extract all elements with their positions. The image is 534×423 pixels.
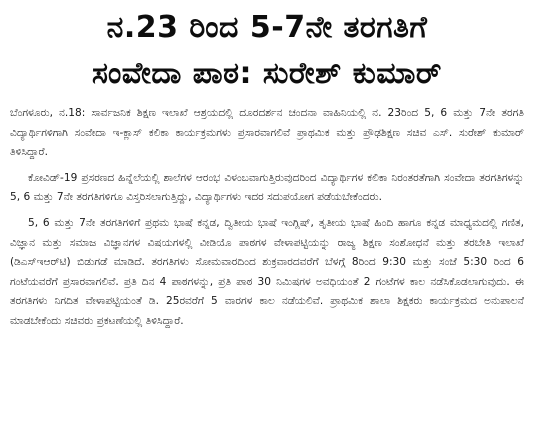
headline-line-1: ನ.23 ರಿಂದ 5-7ನೇ ತರಗತಿಗೆ: [106, 10, 428, 45]
article-paragraph-2: ಕೋವಿಡ್-19 ಪ್ರಸರಣದ ಹಿನ್ನೆಲೆಯಲ್ಲಿ ಶಾಲೆಗಳ ಆರಂಭ ವಿಳಂಬವಾಗುತ್ತಿರುವುದರಿಂದ ವಿದ್ಯಾರ್ಥಿಗಳ ಕಲಿಕಾ ನಿರಂತರತೆಗಾಗಿ ಸಂವೇದಾ ತರಗತಿಗಳನ್ನು 5, 6 ಮತ್ತು 7ನೇ ತರಗತಿಗಳಿಗೂ ವಿಸ್ತರಿಸಲಾಗುತ್ತಿದ್ದು, ವಿದ್ಯಾರ್ಥಿಗಳು ಇದರ ಸದುಪಯೋಗ ಪಡೆಯಬೇಕೆಂದರು.: [10, 171, 524, 204]
headline-line-2: ಸಂವೇದಾ ಪಾಠ: ಸುರೇಶ್ ಕುಮಾರ್: [92, 56, 442, 91]
article-body: [10, 104, 524, 332]
article-paragraph-1: ಬೆಂಗಳೂರು, ನ.18: ಸಾರ್ವಜನಿಕ ಶಿಕ್ಷಣ ಇಲಾಖೆ ಆಶ್ರಯದಲ್ಲಿ ದೂರದರ್ಶನ ಚಂದನಾ ವಾಹಿನಿಯಲ್ಲಿ ನ. 23ರಿಂದ 5, 6 ಮತ್ತು 7ನೇ ತರಗತಿ ವಿದ್ಯಾರ್ಥಿಗಳಿಗಾಗಿ ಸಂವೇದಾ ಇ-ಕ್ಲಾಸ್ ಕಲಿಕಾ ಕಾರ್ಯಕ್ರಮಗಳು ಪ್ರಸಾರವಾಗಲಿವೆ ಪ್ರಾಥಮಿಕ ಮತ್ತು ಪ್ರೌಢಶಿಕ್ಷಣ ಸಚಿವ ಎಸ್. ಸುರೇಶ್ ಕುಮಾರ್ ತಿಳಿಸಿದ್ದಾರೆ.: [10, 107, 524, 159]
article-paragraph-3: 5, 6 ಮತ್ತು 7ನೇ ತರಗತಿಗಳಿಗೆ ಪ್ರಥಮ ಭಾಷೆ ಕನ್ನಡ, ದ್ವಿತೀಯ ಭಾಷೆ ಇಂಗ್ಲಿಷ್, ತೃತೀಯ ಭಾಷೆ ಹಿಂದಿ ಹಾಗೂ ಕನ್ನಡ ಮಾಧ್ಯಮದಲ್ಲಿ ಗಣಿತ, ವಿಜ್ಞಾನ ಮತ್ತು ಸಮಾಜ ವಿಜ್ಞಾನಗಳ ವಿಷಯಗಳಲ್ಲಿ ವೀಡಿಯೊ ಪಾಠಗಳ ವೇಳಾಪಟ್ಟಿಯನ್ನು ರಾಜ್ಯ ಶಿಕ್ಷಣ ಸಂಶೋಧನೆ ಮತ್ತು ತರಬೇತಿ ಇಲಾಖೆ (ಡಿಎಸ್ಇಆರ್‌ಟಿ) ಬಿಡುಗಡೆ ಮಾಡಿದೆ. ತರಗತಿಗಳು ಸೋಮವಾರದಿಂದ ಶುಕ್ರವಾರದವರೆಗೆ ಬೆಳಗ್ಗೆ 8ರಿಂದ 9:30 ಮತ್ತು ಸಂಜೆ 5:30 ರಿಂದ 6 ಗಂಟೆಯವರೆಗೆ ಪ್ರಸಾರವಾಗಲಿವೆ. ಪ್ರತಿ ದಿನ 4 ಪಾಠಗಳನ್ನು, ಪ್ರತಿ ಪಾಠ 30 ನಿಮಿಷಗಳ ಅವಧಿಯಂತೆ 2 ಗಂಟೆಗಳ ಕಾಲ ನಡೆಸಿಕೊಡಲಾಗುವುದು. ಈ ತರಗತಿಗಳು ನಿಗದಿತ ವೇಳಾಪಟ್ಟಿಯಂತೆ ಡಿ. 25ರವರೆಗೆ 5 ವಾರಗಳ ಕಾಲ ನಡೆಯಲಿವೆ. ಪ್ರಾಥಮಿಕ ಶಾಲಾ ಶಿಕ್ಷಕರು ಕಾರ್ಯಕ್ರಮದ ಅನುಪಾಲನೆ ಮಾಡಬೇಕೆಂದು ಸಚಿವರು ಪ್ರಕಟಣೆಯಲ್ಲಿ ತಿಳಿಸಿದ್ದಾರೆ.: [10, 216, 524, 327]
